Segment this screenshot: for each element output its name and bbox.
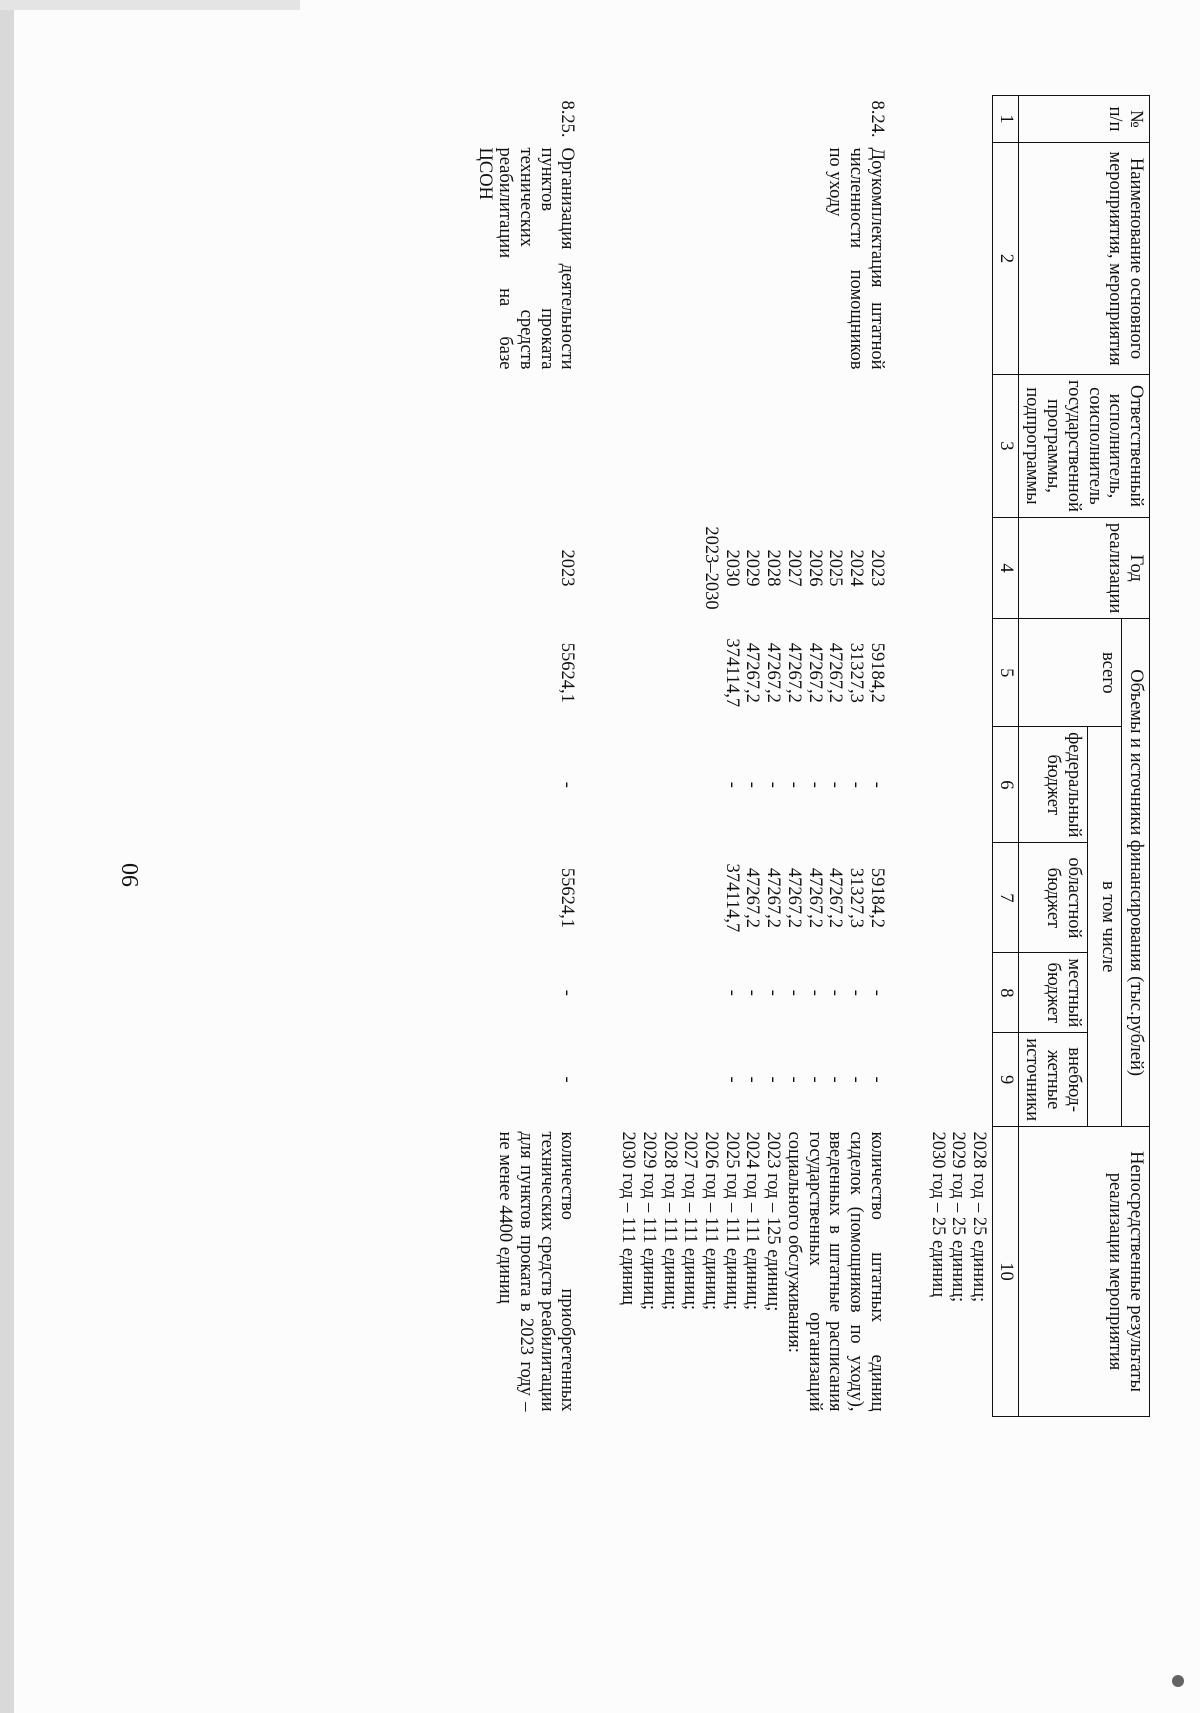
row-executor [471, 375, 581, 518]
header-year: Год реализации [1018, 517, 1149, 618]
col-number: 7 [992, 843, 1018, 953]
row-name: Доукомплектация штатной численности помощников по уходу [825, 147, 887, 370]
row-total: 59184,2 31327,3 47267,2 47267,2 47267,2 47267,2 47267,2 374114,7 [721, 638, 887, 708]
col-number: 3 [992, 375, 1018, 518]
row-results: количество приобретенных технических средств реабилитации для пунктов проката в 2023 году – не менее 4400 единиц [495, 1131, 578, 1412]
header-including: в том числе [1087, 727, 1121, 1127]
scan-dust-mark [1172, 1675, 1184, 1687]
row-local: - - - - - - - - [721, 989, 887, 996]
col-number: 10 [992, 1127, 1018, 1417]
header-regional: областной бюджет [1018, 843, 1087, 953]
header-funding: Объемы и источники финансирования (тыс.рублей) [1122, 619, 1150, 1127]
col-number: 6 [992, 727, 1018, 843]
col-number: 1 [992, 96, 1018, 143]
row-extra: - - - - - - - - [721, 1076, 887, 1083]
row-total: 55624,1 [557, 642, 578, 703]
table-row [614, 96, 889, 1417]
table-row [471, 96, 581, 1417]
continuation-row [924, 96, 993, 1417]
row-results-list: 2023 год – 125 единиц; 2024 год – 111 единиц; 2025 год – 111 единиц; 2026 год – 111 единиц; 2027 год – 111 единиц; 2028 год – 111 единиц; 2029 год – 111 единиц; 2030 год – 111 единиц [618, 1131, 784, 1312]
header-federal: федеральный бюджет [1018, 727, 1087, 843]
row-extra: - [557, 1076, 578, 1083]
rotated-document-page [118, 85, 1185, 1645]
row-federal: - [557, 781, 578, 788]
program-table [471, 95, 1150, 1417]
col-number: 4 [992, 517, 1018, 618]
page-number: 90 [118, 863, 144, 887]
header-local: местный бюджет [1018, 953, 1087, 1033]
row-years: 2023 2024 2025 2026 2027 2028 2029 2030 2023–2030 [701, 526, 887, 610]
scan-edge-left [0, 0, 14, 1713]
col-number: 5 [992, 619, 1018, 727]
row-year: 2023 [557, 549, 578, 587]
header-name: Наименование основного мероприятия, мероприятия [1018, 143, 1149, 375]
header-number: № п/п [1018, 96, 1149, 143]
row-number: 8.24. [866, 100, 887, 138]
row-number: 8.25. [557, 100, 578, 138]
row-regional: 55624,1 [557, 867, 578, 928]
col-number: 2 [992, 143, 1018, 375]
col-number: 9 [992, 1033, 1018, 1127]
row-regional: 59184,2 31327,3 47267,2 47267,2 47267,2 47267,2 47267,2 374114,7 [721, 863, 887, 933]
header-executor: Ответственный исполнитель, соисполнитель государственной программы, подпрограммы [1018, 375, 1149, 518]
row-local: - [557, 989, 578, 996]
row-results: количество штатных единиц сиделок (помощников по уходу), введенных в штатные расписания государственных организаций социального обслуживания: 2023 год – 125 единиц; 2024 год – 111 единиц; 2025 год – 111 единиц; 2026 год – 111 единиц; 2027 год – 111 единиц; 2028 год – 111 единиц; 2029 год – 111 единиц; 2030 год – 111 единиц [618, 1131, 887, 1412]
row-name: Организация деятельности пунктов проката технических средств реабилитации на базе ЦСОН [474, 147, 578, 370]
header-total: всего [1018, 619, 1122, 727]
continuation-results: 2028 год – 25 единиц; 2029 год – 25 единиц; 2030 год – 25 единиц [927, 1131, 989, 1303]
row-executor [614, 375, 889, 518]
col-number: 8 [992, 953, 1018, 1033]
row-federal: - - - - - - - - [721, 781, 887, 788]
header-results: Непосредственные результаты реализации мероприятия [1018, 1127, 1149, 1417]
scan-edge-top [0, 0, 300, 10]
header-extra: внебюд-жетные источники [1018, 1033, 1087, 1127]
